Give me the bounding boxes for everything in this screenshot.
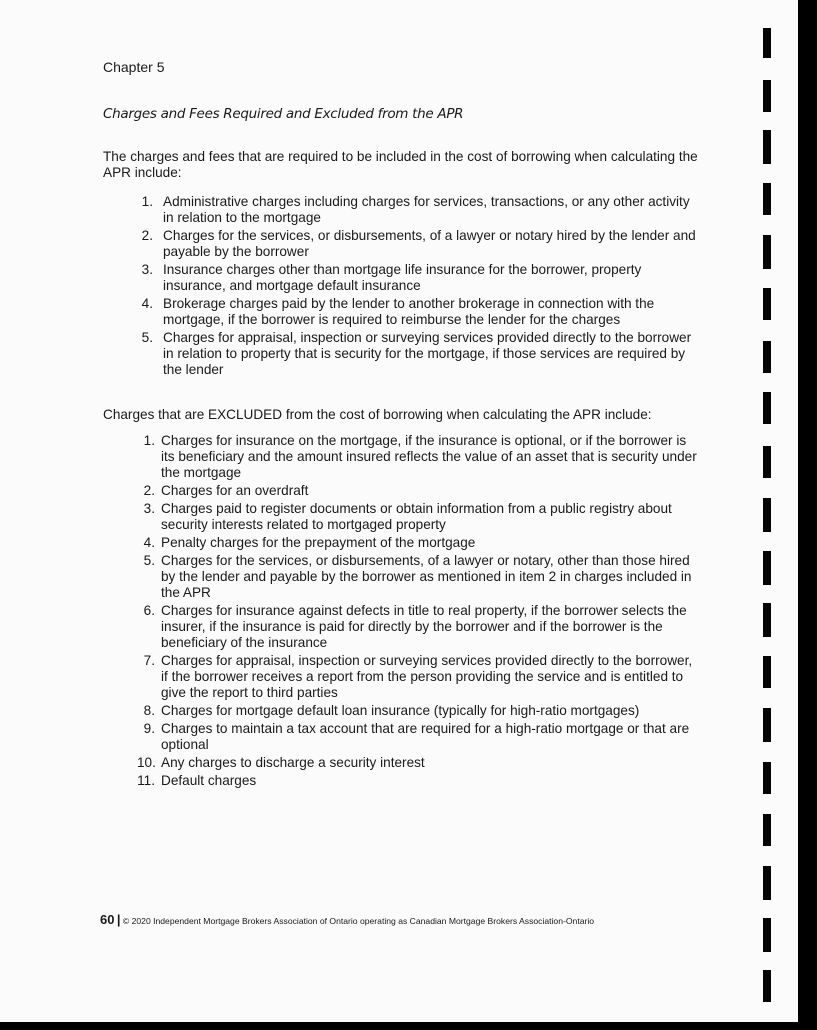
- binding-hole: [763, 918, 771, 952]
- list-number: 10.: [137, 755, 156, 770]
- list-item: [137, 194, 697, 226]
- excluded-intro: Charges that are EXCLUDED from the cost of borrowing when calculating the APR include:: [103, 407, 652, 422]
- binding-hole: [763, 708, 771, 742]
- included-list: [137, 194, 697, 380]
- list-item-text: Administrative charges including charges for services, transactions, or any other activity in relation to the mortgage: [163, 194, 690, 225]
- list-item: [137, 773, 697, 789]
- page-footer: [100, 912, 594, 927]
- list-item-text: Charges to maintain a tax account that are required for a high-ratio mortgage or that are optional: [161, 721, 690, 752]
- list-number: 3.: [143, 501, 155, 516]
- list-item-text: Charges for the services, or disbursements, of a lawyer or notary, other than those hired by the lender and payable by the borrower as mentioned in item 2 in charges included in the APR: [161, 553, 692, 600]
- list-number: 5.: [143, 553, 155, 568]
- list-number: 5.: [141, 330, 153, 345]
- list-item: [137, 296, 697, 328]
- chapter-heading: Chapter 5: [103, 59, 165, 75]
- list-item: [137, 535, 697, 551]
- binding-hole: [763, 814, 771, 846]
- list-item-text: Insurance charges other than mortgage life insurance for the borrower, property insurance, and mortgage default insurance: [163, 262, 642, 293]
- binding-hole: [763, 970, 771, 1002]
- list-item-text: Brokerage charges paid by the lender to another brokerage in connection with the mortgage, if the borrower is required to reimburse the lender for the charges: [163, 296, 655, 327]
- list-item-text: Charges for an overdraft: [161, 483, 309, 498]
- page-number: 60: [100, 912, 115, 927]
- copyright-text: © 2020 Independent Mortgage Brokers Association of Ontario operating as Canadian Mortgage Brokers Association-Ontario: [122, 916, 595, 926]
- binding-hole: [763, 762, 771, 794]
- included-intro: The charges and fees that are required to be included in the cost of borrowing when calculating the APR include:: [103, 149, 698, 180]
- binding-hole: [763, 866, 771, 900]
- list-number: 1.: [143, 433, 155, 448]
- list-item-text: Penalty charges for the prepayment of the mortgage: [161, 535, 476, 550]
- excluded-list: [137, 433, 697, 791]
- list-item-text: Charges for insurance on the mortgage, if the insurance is optional, or if the borrower is its beneficiary and the amount insured reflects the value of an asset that is security under the mortgage: [161, 433, 697, 480]
- binding-hole: [763, 288, 771, 320]
- list-number: 8.: [143, 703, 155, 718]
- list-item-text: Charges for insurance against defects in title to real property, if the borrower selects the insurer, if the insurance is paid for directly by the borrower and if the borrower is the beneficiary of the insurance: [161, 603, 687, 650]
- list-item: [137, 262, 697, 294]
- footer-separator: |: [116, 912, 121, 927]
- list-number: 11.: [137, 773, 155, 788]
- list-item-text: Any charges to discharge a security interest: [161, 755, 425, 770]
- list-number: 4.: [141, 296, 153, 311]
- list-number: 6.: [143, 603, 155, 618]
- list-item-text: Default charges: [161, 773, 257, 788]
- list-item-text: Charges for mortgage default loan insurance (typically for high-ratio mortgages): [161, 703, 640, 718]
- binding-hole: [763, 130, 771, 164]
- list-item: [137, 603, 697, 651]
- list-item-text: Charges for the services, or disbursements, of a lawyer or notary hired by the lender and payable by the borrower: [163, 228, 696, 259]
- binding-hole: [763, 341, 771, 373]
- list-item: [137, 483, 697, 499]
- list-item: [137, 703, 697, 719]
- section-title: Charges and Fees Required and Excluded from the APR: [103, 106, 464, 122]
- binding-hole: [763, 28, 771, 58]
- list-item-text: Charges for appraisal, inspection or surveying services provided directly to the borrower, if the borrower receives a report from the person providing the service and is entitled to give the report to third parties: [161, 653, 693, 700]
- binding-hole: [763, 656, 771, 688]
- list-item-text: Charges paid to register documents or obtain information from a public registry about security interests related to mortgaged property: [161, 501, 672, 532]
- list-number: 2.: [143, 483, 155, 498]
- list-item: [137, 433, 697, 481]
- binding-hole: [763, 498, 771, 532]
- list-number: 4.: [143, 535, 155, 550]
- list-number: 2.: [141, 228, 153, 243]
- binding-hole: [763, 235, 771, 269]
- binding-hole: [763, 603, 771, 637]
- list-item: [137, 755, 697, 771]
- binding-hole: [763, 446, 771, 478]
- binding-hole: [763, 80, 771, 112]
- list-number: 1.: [141, 194, 153, 209]
- list-item: [137, 501, 697, 533]
- list-item: [137, 330, 697, 378]
- list-item: [137, 553, 697, 601]
- list-item-text: Charges for appraisal, inspection or surveying services provided directly to the borrower in relation to property that is security for the mortgage, if those services are required by the lender: [163, 330, 692, 377]
- list-number: 7.: [143, 653, 155, 668]
- binding-hole: [763, 551, 771, 585]
- binding-hole: [763, 392, 771, 424]
- list-item: [137, 721, 697, 753]
- list-item: [137, 653, 697, 701]
- list-number: 3.: [141, 262, 153, 277]
- list-number: 9.: [143, 721, 155, 736]
- binding-hole: [763, 183, 771, 215]
- list-item: [137, 228, 697, 260]
